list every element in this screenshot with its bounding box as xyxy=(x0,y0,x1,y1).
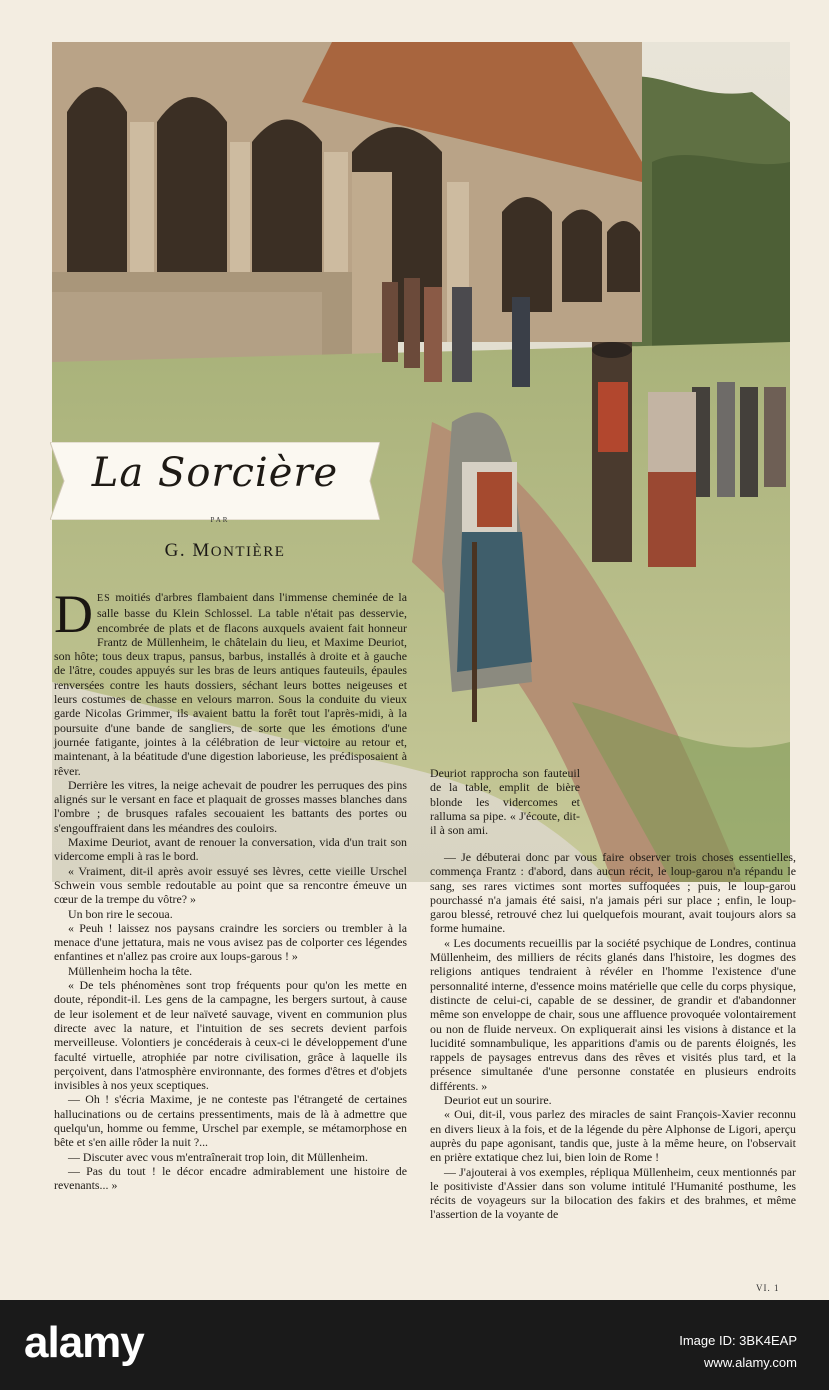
paragraph: — Je débuterai donc par vous faire observer trois choses essentielles, commença Frantz : d'abord, dans aucun récit, le loup-garou n'a répandu le sang, ses rares victimes sont mortes suffoquées ; puis, le loup-garou pourchassé n'a jamais été saisi, n'a jamais péri sur place ; enfin, le loup-garou blessé, retrouvé chez lui quelquefois mourant, avait toujours alors sa forme humaine. xyxy=(430,850,796,936)
intro-smallcaps: ES xyxy=(97,593,111,604)
author-name xyxy=(145,540,305,562)
site-url: www.alamy.com xyxy=(704,1355,797,1370)
paragraph: « Vraiment, dit-il après avoir essuyé ses lèvres, cette vieille Urschel Schwein vous semble redoutable au point que sa rencontre émeuve un cœur de la trempe du vôtre? » xyxy=(54,863,407,907)
paragraph: « Oui, dit-il, vous parlez des miracles de saint François-Xavier reconnu en divers lieux à la fois, et de la légende du père Alphonse de Ligori, aperçu auprès du pape agonisant, tandis que, juste à la même heure, on l'observait en prière extatique chez lui, bien loin de Rome ! xyxy=(430,1107,796,1165)
paragraph: « De tels phénomènes sont trop fréquents pour qu'on les mette en doute, répondit-il. Les gens de la campagne, les bergers surtout, à cause de leur isolement et de leur naïveté sauvage, vivent en communion plus directe avec la nature, et l'intuition de ses secrets devient parfois merveilleuse. Volontiers je concéderais à ceux-ci le développement d'une faculté virtuelle, atrophiée par notre civilisation, grâce à laquelle ils perçoivent, dans l'atmosphère environnante, des formes d'êtres et d'objets invisibles à nos yeux sceptiques. xyxy=(54,978,407,1093)
paragraph: Maxime Deuriot, avant de renouer la conversation, vida d'un trait son vidercome empli à ras le bord. xyxy=(54,835,407,864)
image-id-block xyxy=(679,1330,797,1374)
intro-text: moitiés d'arbres flambaient dans l'immense cheminée de la salle basse du Klein Schlossel. La table n'était pas desservie, encombrée de plats et de flacons auxquels avaient fait honneur Frantz de Müllenheim, le châtelain du lieu, et Maxime Deuriot, son hôte; tous deux trapus, pansus, barbus, installés à droite et à gauche de l'âtre, coudes appuyés sur les bras de leurs antiques fauteuils, épaules renversées contre les hauts dossiers, séchant leurs bottes neigeuses et leurs costumes de chasse en velours marron. Sous la conduite du vieux garde Nicolas Grimmer, ils avaient battu la forêt tout l'après-midi, à la poursuite d'une bande de sangliers, de sorte que les émotions d'une journée fatigante, jointes à la célébration de leur victoire au retour et, maintenant, à la béatitude d'une digestion laborieuse, les prédisposaient à rêver. xyxy=(54,590,407,778)
paragraph: — J'ajouterai à vos exemples, répliqua Müllenheim, ceux mentionnés par le positiviste d'Assier dans son volume intitulé l'Humanité posthume, les récits de voyageurs sur la bilocation des fakirs et des brahmes, et même l'assertion de la voyante de xyxy=(430,1164,796,1222)
left-column xyxy=(54,584,407,1193)
author-initial: G. M xyxy=(164,540,211,561)
paragraph: — Pas du tout ! le décor encadre admirablement une histoire de revenants... » xyxy=(54,1163,407,1193)
paragraph: Müllenheim hocha la tête. xyxy=(68,963,193,978)
title-banner xyxy=(50,442,380,520)
right-column-narrow xyxy=(430,766,580,837)
paragraph: Un bon rire le secoua. xyxy=(68,906,173,921)
paragraph-intro xyxy=(54,584,407,778)
by-label: PAR xyxy=(210,516,230,524)
image-id: Image ID: 3BK4EAP xyxy=(679,1333,797,1348)
right-column xyxy=(430,850,796,1222)
author-surname: ONTIÈRE xyxy=(210,544,286,560)
paragraph: « Les documents recueillis par la société psychique de Londres, continua Müllenheim, des milliers de récits glanés dans l'histoire, les dogmes des religions antiques tendraient à révéler en l'homme l'existence d'une personnalité interne, d'essence moins matérielle que celle du corps physique, distincte de celui-ci, capable de se dessiner, de grandir et d'abandonner même son enveloppe de chair, sous une affluence provoquée volontairement ou non de fluide nerveux. On expliquerait ainsi les visions à distance et la lucidité somnambulique, les apparitions d'amis ou de parents éloignés, les rappels de paysages entrevus dans des rêves et visités plus tard, et la présence simultanée d'une personne constatée en plusieurs endroits différents. » xyxy=(430,935,796,1093)
article-title: La Sorcière xyxy=(91,450,339,496)
paragraph: — Oh ! s'écria Maxime, je ne conteste pas l'étrangeté de certaines hallucinations ou de certains pressentiments, mais de là à admettre que quelqu'un, homme ou femme, Urschel par exemple, se métamorphose en bête et s'en aille rôder la nuit ?... xyxy=(54,1092,407,1150)
paragraph: Derrière les vitres, la neige achevait de poudrer les perruques des pins alignés sur le versant en face et plaquait de grosses masses blanches dans l'ombre ; de brusques rafales secouaient les battants des portes ou s'engouffraient dans les méandres des couloirs. xyxy=(54,777,407,835)
paragraph: — Discuter avec vous m'entraînerait trop loin, dit Müllenheim. xyxy=(68,1149,368,1164)
paragraph: Deuriot eut un sourire. xyxy=(444,1093,552,1108)
paragraph: Deuriot rapprocha son fauteuil de la table, emplit de bière blonde les vidercomes et ralluma sa pipe. « J'écoute, dit-il à son ami. xyxy=(430,766,580,838)
drop-cap: D xyxy=(54,584,93,644)
alamy-logo: alamy xyxy=(24,1318,144,1367)
page-folio: VI. 1 xyxy=(756,1283,780,1293)
paragraph: « Peuh ! laissez nos paysans craindre les sorciers ou trembler à la menace d'une jettatura, mais ne vous avisez pas de colporter ces légendes enfantines et n'allez pas croire aux loups-garous ! » xyxy=(54,920,407,964)
